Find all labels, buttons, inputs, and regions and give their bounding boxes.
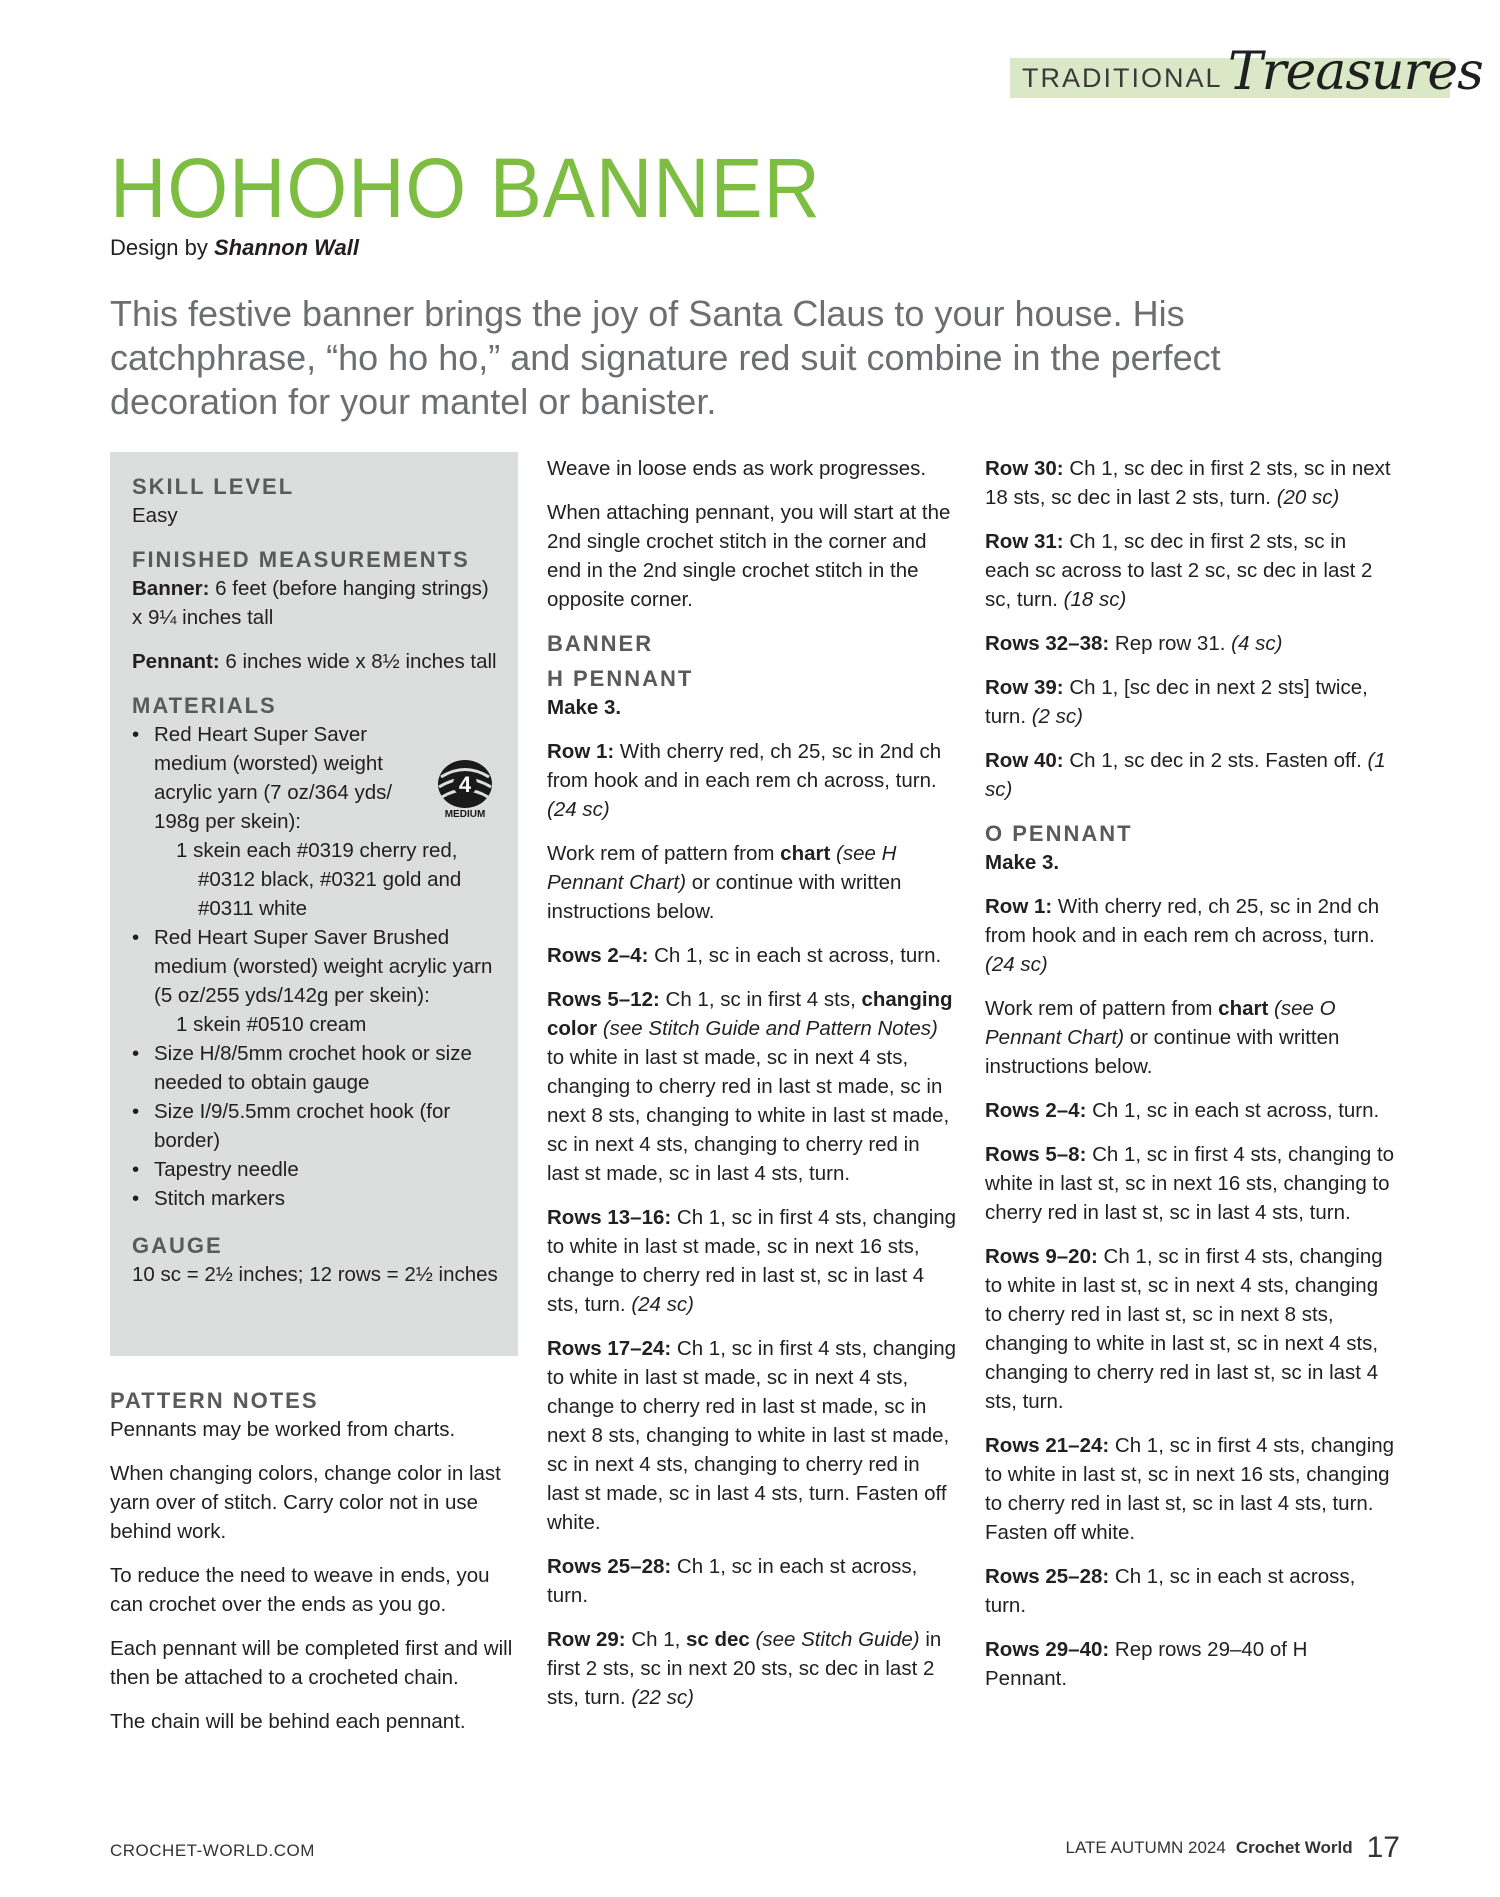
h-row-31 <box>985 527 1395 614</box>
row-label: Row 30: <box>985 457 1064 480</box>
list-item <box>154 923 502 1039</box>
row-text: Ch 1, sc dec in first 2 sts, sc in next 18 sts, sc dec in last 2 sts, turn. <box>985 457 1391 509</box>
h-row-30 <box>985 454 1395 512</box>
note-5: The chain will be behind each pennant. <box>110 1710 466 1733</box>
banner-heading: BANNER <box>547 631 654 656</box>
row-text: Rep row 31. <box>1114 632 1226 655</box>
column-2 <box>547 454 957 1727</box>
banner-measurement <box>132 574 502 632</box>
column-3 <box>985 454 1395 1708</box>
row-text: With cherry red, ch 25, sc in 2nd ch from hook and in each rem ch across, turn. <box>547 740 942 792</box>
row-label: Rows 5–8: <box>985 1143 1087 1166</box>
footer-issue: LATE AUTUMN 2024 <box>1065 1838 1226 1857</box>
o-rows-5-8 <box>985 1140 1395 1227</box>
stitch-count: (24 sc) <box>985 953 1048 976</box>
footer-magazine: Crochet World <box>1235 1838 1353 1857</box>
stitch-count: (22 sc) <box>631 1686 694 1709</box>
footer-site: CROCHET-WORLD.COM <box>110 1841 315 1860</box>
chart-note-text-end: or continue with written instructions below. <box>547 871 902 923</box>
row-label: Rows 5–12: <box>547 988 660 1011</box>
note-3: To reduce the need to weave in ends, you can crochet over the ends as you go. <box>110 1564 490 1616</box>
row-label: Rows 25–28: <box>985 1565 1110 1588</box>
list-item: • Stitch markers <box>154 1184 502 1213</box>
chart-note-text: Work rem of pattern from <box>985 997 1213 1020</box>
footer-issue-info <box>1066 1831 1400 1865</box>
row-label: Rows 13–16: <box>547 1206 672 1229</box>
row-label: Rows 25–28: <box>547 1555 672 1578</box>
row-label: Rows 9–20: <box>985 1245 1098 1268</box>
row-label: Row 29: <box>547 1628 626 1651</box>
skill-heading: SKILL LEVEL <box>132 474 295 499</box>
row-label: Row 39: <box>985 676 1064 699</box>
row-text: Ch 1, sc in first 4 sts, changing to white in last st, sc in next 16 sts, changing to cherry red in last st, sc in last 4 sts, turn. <box>985 1143 1395 1224</box>
list-item <box>154 720 502 923</box>
chart-word: chart <box>1218 997 1269 1020</box>
h-rows-13-16 <box>547 1203 957 1319</box>
chart-reference: (see H Pennant Chart) <box>547 842 897 894</box>
row-label: Rows 2–4: <box>547 944 649 967</box>
skill-value: Easy <box>132 504 178 527</box>
stitch-guide-reference: (see Stitch Guide and Pattern Notes) <box>602 1017 938 1040</box>
o-make-count: Make 3. <box>985 851 1060 874</box>
chart-reference: (see O Pennant Chart) <box>985 997 1336 1049</box>
row-text: With cherry red, ch 25, sc in 2nd ch from hook and in each rem ch across, turn. <box>985 895 1380 947</box>
yarn-weight-label: MEDIUM <box>444 809 486 819</box>
banner-value: 6 feet (before hanging strings) x 9¼ inches tall <box>132 577 489 629</box>
row-label: Row 31: <box>985 530 1064 553</box>
note-4: Each pennant will be completed first and will then be attached to a crocheted chain. <box>110 1637 513 1689</box>
section-label: TRADITIONAL <box>1022 63 1223 93</box>
pattern-notes-heading: PATTERN NOTES <box>110 1388 319 1413</box>
row-label: Rows 29–40: <box>985 1638 1110 1661</box>
stitch-count: (20 sc) <box>1276 486 1340 509</box>
row-text: Ch 1, sc in each st across, turn. <box>654 944 942 967</box>
note-2: When changing colors, change color in last yarn over of stitch. Carry color not in use behind work. <box>110 1462 501 1543</box>
o-rows-9-20 <box>985 1242 1395 1416</box>
row-label: Rows 17–24: <box>547 1337 672 1360</box>
gauge-heading: GAUGE <box>132 1233 223 1258</box>
pennant-label: Pennant: <box>132 650 220 673</box>
row-text: Ch 1, sc in first 4 sts, changing to white in last st, sc in next 16 sts, changing to cherry red in last st, sc in last 4 sts, turn. Fasten off white. <box>985 1434 1395 1544</box>
row-text: Ch 1, <box>631 1628 681 1651</box>
h-rows-17-24 <box>547 1334 957 1537</box>
row-label: Rows 2–4: <box>985 1099 1087 1122</box>
row-text: Ch 1, sc in first 4 sts, changing to white in last st made, sc in next 16 sts, change to cherry red in last st, sc in last 4 sts, turn. <box>547 1206 957 1316</box>
row-text: Ch 1, sc in first 4 sts, changing to white in last st, sc in next 4 sts, changing to cherry red in last st, sc in next 8 sts, changing to white in last st, sc in next 4 sts, changing to cherry red in last st, sc in last 4 sts, turn. <box>985 1245 1383 1413</box>
material-yarn-1-qty-a: 1 skein each #0319 cherry red, <box>176 839 458 862</box>
row-label: Rows 21–24: <box>985 1434 1110 1457</box>
materials-heading: MATERIALS <box>132 693 277 718</box>
o-rows-29-40 <box>985 1635 1395 1693</box>
pennant-value: 6 inches wide x 8½ inches tall <box>225 650 497 673</box>
term-sc-dec: sc dec <box>686 1628 750 1651</box>
material-yarn-2: • Red Heart Super Saver Brushed medium (worsted) weight acrylic yarn (5 oz/255 yds/142g per skein): <box>154 926 493 1007</box>
row-text: Ch 1, [sc dec in next 2 sts] twice, turn. <box>985 676 1368 728</box>
weave-note: Weave in loose ends as work progresses. <box>547 457 927 480</box>
row-text-end: in first 2 sts, sc in next 20 sts, sc dec in last 2 sts, turn. <box>547 1628 942 1709</box>
material-yarn-1-qty-b: #0312 black, #0321 gold and #0311 white <box>198 868 462 920</box>
o-rows-21-24 <box>985 1431 1395 1547</box>
h-row-40 <box>985 746 1395 804</box>
row-text: Rep rows 29–40 of H Pennant. <box>985 1638 1308 1690</box>
row-text: Ch 1, sc in first 4 sts, changing to white in last st made, sc in next 4 sts, change to cherry red in last st made, sc in next 8 sts, changing to white in last st made, sc in next 4 sts, changing to cherry red in last st made, sc in last 4 sts, turn. Fasten off white. <box>547 1337 957 1534</box>
yarn-weight-icon <box>436 757 494 819</box>
chart-word: chart <box>780 842 831 865</box>
row-text: Ch 1, sc in first 4 sts, <box>665 988 856 1011</box>
h-row-29 <box>547 1625 957 1712</box>
row-label: Rows 32–38: <box>985 632 1110 655</box>
stitch-count: (18 sc) <box>1063 588 1127 611</box>
h-row-39 <box>985 673 1395 731</box>
row-label: Row 1: <box>547 740 615 763</box>
h-pennant-heading: H PENNANT <box>547 666 694 691</box>
list-item: • Size H/8/5mm crochet hook or size needed to obtain gauge <box>154 1039 502 1097</box>
h-rows-2-4 <box>547 941 957 970</box>
stitch-count: (1 sc) <box>985 749 1386 801</box>
o-rows-25-28 <box>985 1562 1395 1620</box>
stitch-count: (2 sc) <box>1031 705 1083 728</box>
row-text: Ch 1, sc dec in first 2 sts, sc in each sc across to last 2 sc, sc dec in last 2 sc, turn. <box>985 530 1373 611</box>
h-row-1 <box>547 737 957 824</box>
row-text: Ch 1, sc in each st across, turn. <box>547 1555 918 1607</box>
h-rows-5-12 <box>547 985 957 1188</box>
row-text: Ch 1, sc in each st across, turn. <box>1092 1099 1380 1122</box>
pattern-notes <box>110 1386 520 1751</box>
gauge-value: 10 sc = 2½ inches; 12 rows = 2½ inches <box>132 1263 498 1286</box>
chart-note-text: Work rem of pattern from <box>547 842 775 865</box>
page-title: HOHOHO BANNER <box>110 141 821 235</box>
term-changing-color: changing color <box>547 988 953 1040</box>
page-number: 17 <box>1366 1831 1400 1864</box>
info-sidebar <box>110 452 518 1356</box>
o-chart-note <box>985 994 1395 1081</box>
yarn-weight-number: 4 <box>458 772 472 797</box>
stitch-guide-reference: (see Stitch Guide) <box>755 1628 920 1651</box>
row-label: Row 1: <box>985 895 1053 918</box>
stitch-count: (24 sc) <box>547 798 610 821</box>
note-1: Pennants may be worked from charts. <box>110 1418 456 1441</box>
byline-prefix: Design by <box>110 235 208 260</box>
list-item: • Size I/9/5.5mm crochet hook (for border) <box>154 1097 502 1155</box>
attach-note: When attaching pennant, you will start at the 2nd single crochet stitch in the corner and end in the 2nd single crochet stitch in the opposite corner. <box>547 501 951 611</box>
banner-label: Banner: <box>132 577 210 600</box>
h-chart-note <box>547 839 957 926</box>
byline <box>110 235 359 261</box>
designer-name: Shannon Wall <box>213 235 360 260</box>
h-make-count: Make 3. <box>547 696 622 719</box>
stitch-count: (24 sc) <box>631 1293 694 1316</box>
row-text: Ch 1, sc dec in 2 sts. Fasten off. <box>1069 749 1362 772</box>
o-rows-2-4 <box>985 1096 1395 1125</box>
row-text: Ch 1, sc in each st across, turn. <box>985 1565 1356 1617</box>
pennant-measurement <box>132 647 502 676</box>
measurements-heading: FINISHED MEASUREMENTS <box>132 547 470 572</box>
row-label: Row 40: <box>985 749 1064 772</box>
material-yarn-2-qty: 1 skein #0510 cream <box>176 1013 367 1036</box>
section-script-label: Treasures <box>1228 42 1483 102</box>
stitch-count: (4 sc) <box>1231 632 1283 655</box>
chart-note-text-end: or continue with written instructions below. <box>985 1026 1340 1078</box>
h-rows-25-28 <box>547 1552 957 1610</box>
intro-text: This festive banner brings the joy of Santa Claus to your house. His catchphrase, “ho ho ho,” and signature red suit combine in the perfect decoration for your mantel or banister. <box>110 293 1221 422</box>
o-row-1 <box>985 892 1395 979</box>
list-item: • Tapestry needle <box>154 1155 502 1184</box>
row-text-end: to white in last st made, sc in next 4 sts, changing to cherry red in last st made, sc in next 8 sts, changing to white in last st made, sc in next 4 sts, changing to cherry red in last st made, sc in last 4 sts, turn. <box>547 1046 950 1185</box>
material-yarn-1: • Red Heart Super Saver medium (worsted) weight acrylic yarn (7 oz/364 yds/ 198g per skein): <box>154 723 393 833</box>
h-rows-32-38 <box>985 629 1395 658</box>
o-pennant-heading: O PENNANT <box>985 821 1133 846</box>
